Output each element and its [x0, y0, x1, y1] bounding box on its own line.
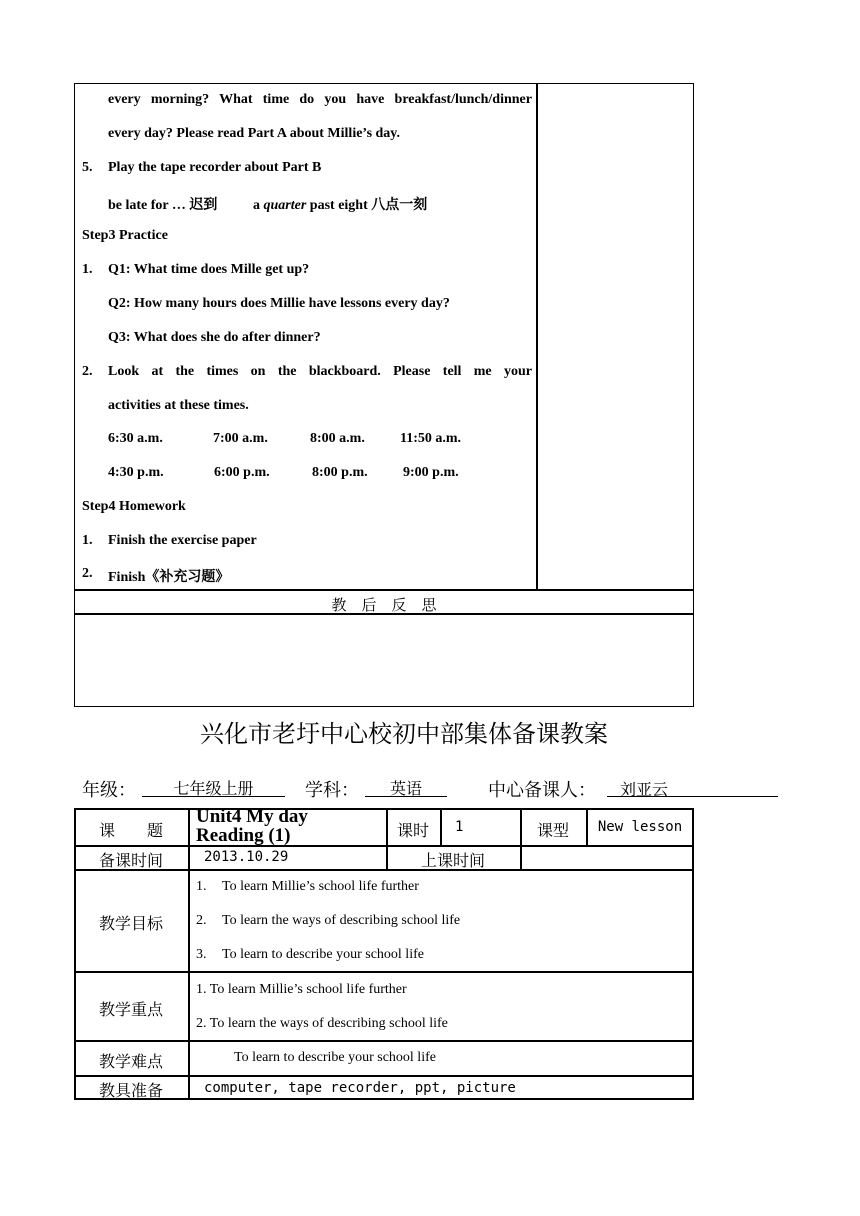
prep-time-label: 备课时间: [98, 851, 163, 870]
tools-value: computer, tape recorder, ppt, picture: [204, 1080, 516, 1096]
time-item: 11:50 a.m.: [400, 431, 462, 446]
homework-item: Finish《补充习题》: [108, 570, 230, 585]
topic-value-line1: Unit4 My day: [196, 806, 308, 827]
tools-label: 教具准备: [98, 1081, 163, 1100]
subject-label: 学科：: [305, 780, 359, 801]
time-item: 7:00 a.m.: [213, 431, 268, 446]
vocab-a: a: [253, 198, 264, 213]
time-item: 8:00 p.m.: [312, 465, 368, 480]
objective-number: 3.: [196, 947, 207, 962]
period-label: 课时: [396, 821, 429, 840]
row-divider: [74, 1040, 694, 1042]
column-divider: [188, 808, 190, 1100]
key-point-item: 1. To learn Millie’s school life further: [196, 982, 407, 997]
type-value: New lesson: [597, 819, 683, 835]
topic-label: 课 题: [98, 821, 163, 840]
list-number: 2.: [82, 566, 93, 581]
top-table-row-divider: [74, 589, 694, 591]
objectives-label: 教学目标: [98, 914, 163, 933]
vocab-line-quarter: [253, 194, 427, 214]
vocab-line: [108, 194, 217, 214]
time-item: 9:00 p.m.: [403, 465, 459, 480]
procedure-line: every day? Please read Part A about Millie’s day.: [108, 126, 401, 141]
row-divider: [74, 845, 694, 847]
objective-number: 1.: [196, 879, 207, 894]
step3-heading: Step3 Practice: [82, 228, 168, 243]
objective-item: To learn Millie’s school life further: [222, 879, 419, 894]
row-divider: [74, 1075, 694, 1077]
step4-heading: Step4 Homework: [82, 499, 186, 514]
time-item: 6:30 a.m.: [108, 431, 163, 446]
preparer-label: 中心备课人：: [488, 780, 596, 801]
time-item: 8:00 a.m.: [310, 431, 365, 446]
objective-item: To learn to describe your school life: [222, 947, 424, 962]
question-q3: Q3: What does she do after dinner?: [108, 330, 321, 345]
list-number: 2.: [82, 364, 93, 379]
grade-label: 年级：: [82, 780, 136, 801]
preparer-value: 刘亚云: [620, 780, 669, 799]
topic-value-line2: Reading (1): [196, 825, 291, 846]
question-q1: Q1: What time does Mille get up?: [108, 262, 310, 277]
time-item: 4:30 p.m.: [108, 465, 164, 480]
list-number: 5.: [82, 160, 93, 175]
time-item: 6:00 p.m.: [214, 465, 270, 480]
homework-item: Finish the exercise paper: [108, 533, 257, 548]
reflection-header: 教 后 反 思: [331, 596, 437, 614]
row-divider: [74, 971, 694, 973]
question-q2: Q2: How many hours does Millie have lessons every day?: [108, 296, 450, 311]
objective-item: To learn the ways of describing school life: [222, 913, 461, 928]
subject-value: 英语: [389, 779, 422, 798]
type-label: 课型: [536, 821, 569, 840]
list-number: 1.: [82, 533, 93, 548]
vocab-be-late: be late for … 迟到: [108, 198, 218, 213]
page-title: 兴化市老圩中心校初中部集体备课教案: [200, 720, 608, 748]
grade-value: 七年级上册: [173, 779, 254, 798]
key-points-label: 教学重点: [98, 1000, 163, 1019]
list-number: 1.: [82, 262, 93, 277]
procedure-line: Look at the times on the blackboard. Please tell me your: [108, 364, 532, 379]
difficulty-value: To learn to describe your school life: [234, 1050, 436, 1065]
column-divider: [440, 808, 442, 846]
period-value: 1: [455, 819, 464, 835]
key-point-item: 2. To learn the ways of describing school life: [196, 1016, 448, 1031]
top-table-column-divider: [536, 83, 538, 590]
procedure-line: every morning? What time do you have breakfast/lunch/dinner: [108, 92, 532, 107]
prep-time-value: 2013.10.29: [204, 849, 289, 865]
difficulty-label: 教学难点: [98, 1052, 163, 1071]
vocab-past-eight: past eight 八点一刻: [306, 198, 428, 213]
procedure-line: activities at these times.: [108, 398, 249, 413]
class-time-label: 上课时间: [420, 851, 485, 870]
procedure-line: Play the tape recorder about Part B: [108, 160, 322, 175]
objective-number: 2.: [196, 913, 207, 928]
vocab-quarter: quarter: [263, 198, 307, 213]
